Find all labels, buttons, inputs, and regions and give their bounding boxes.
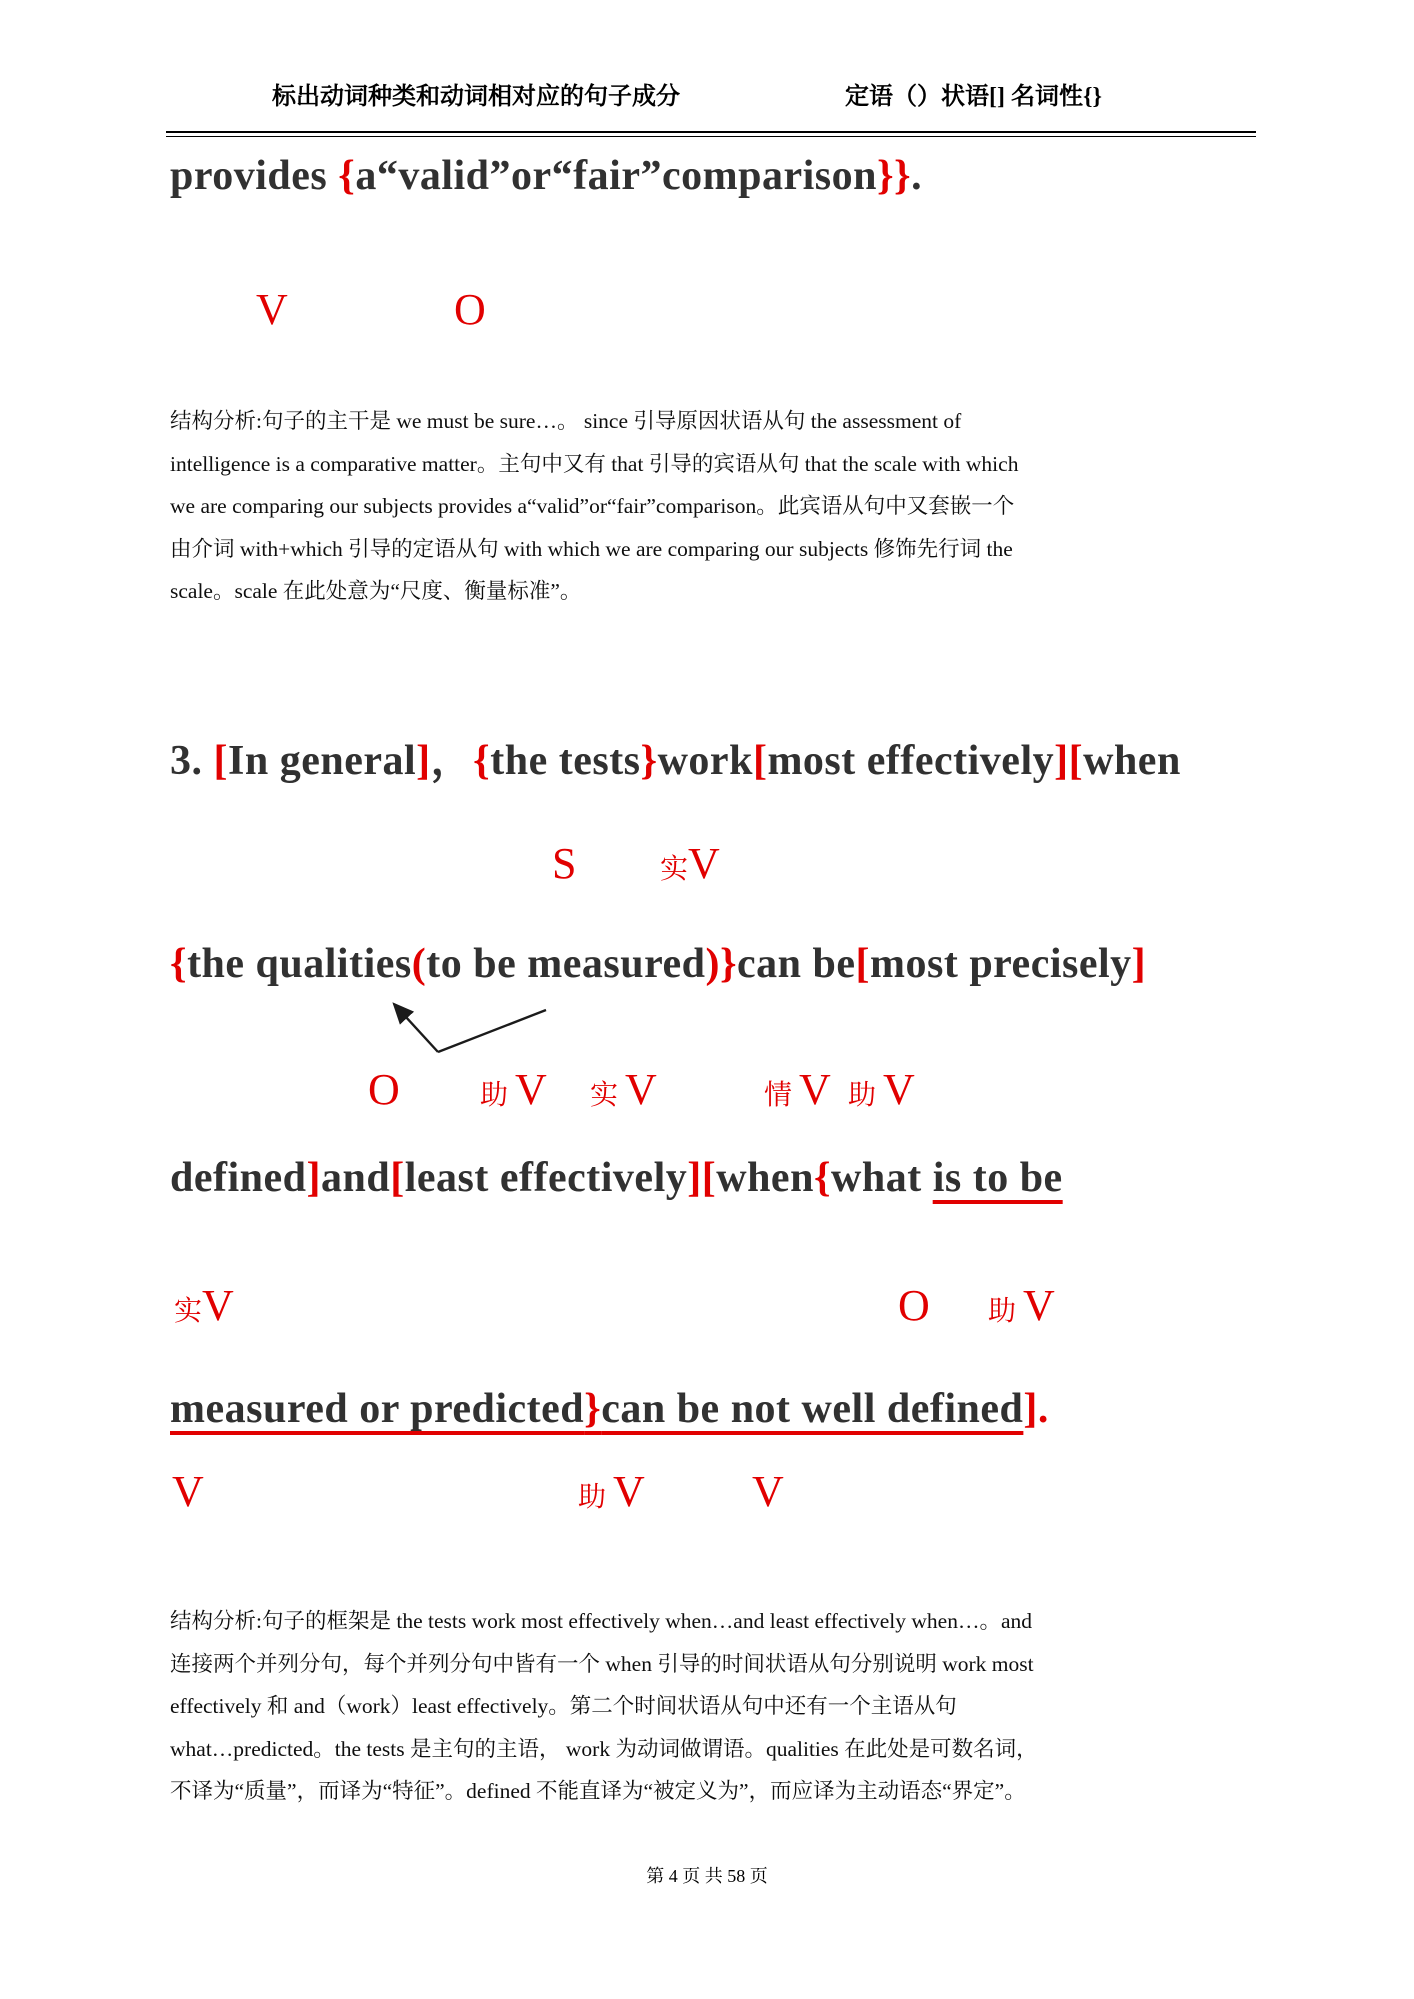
arrow-line-right — [438, 1010, 546, 1052]
header-left-title: 标出动词种类和动词相对应的句子成分 — [272, 84, 680, 110]
brace-close: }} — [876, 153, 912, 199]
marker-verb: V — [883, 1065, 915, 1114]
analysis-paragraph-2 — [170, 1600, 1270, 1813]
sentence-segment: measured or predicted — [170, 1386, 585, 1432]
sentence-segment: a“valid”or“fair”comparison — [355, 153, 877, 199]
marker-object: O — [368, 1065, 400, 1114]
marker-verb: V — [202, 1281, 234, 1330]
marker-shi-verb — [590, 1065, 657, 1114]
marker-shi: 实 — [660, 854, 689, 885]
marker-verb: V — [752, 1467, 784, 1516]
sentence-segment: when — [1083, 738, 1181, 784]
brace-open: { — [473, 738, 491, 784]
sentence-segment: when — [716, 1155, 814, 1201]
sentence-segment: In general — [228, 738, 417, 784]
sentence-segment: to be measured — [426, 941, 706, 987]
sentence-segment: least effectively — [404, 1155, 688, 1201]
marker-zhu-verb — [480, 1065, 547, 1114]
sentence-3-line-3 — [170, 1152, 1063, 1205]
analysis-line: scale。scale 在此处意为“尺度、衡量标准”。 — [170, 579, 582, 603]
sentence-segment: provides — [170, 153, 339, 199]
period: . — [911, 153, 923, 199]
underlined-group — [170, 1386, 1023, 1432]
marker-verb: V — [1023, 1281, 1055, 1330]
analysis-line: 不译为“质量”，而译为“特征”。defined 不能直译为“被定义为”，而应译为主动语态“界定”。 — [170, 1779, 1026, 1803]
bracket-open: [ — [390, 1155, 405, 1201]
bracket-open: [ — [213, 738, 228, 784]
marker-zhu-verb — [848, 1065, 915, 1114]
analysis-line: 结构分析:句子的主干是 we must be sure…。 since 引导原因状语从句 the assessment of — [170, 409, 962, 433]
sentence-1 — [170, 150, 922, 203]
sentence-segment: work — [657, 738, 753, 784]
brace-close: } — [640, 738, 658, 784]
paren-brace-close: )} — [705, 941, 737, 987]
arrow-line-left — [394, 1004, 438, 1052]
marker-qing: 情 — [764, 1080, 793, 1111]
period: . — [1037, 1386, 1049, 1432]
header-right-legend: 定语（）状语[] 名词性{} — [845, 84, 1102, 110]
marker-zhu: 助 — [988, 1296, 1017, 1327]
marker-shi: 实 — [174, 1296, 203, 1327]
modifier-arrow — [368, 992, 568, 1062]
marker-zhu-verb — [988, 1281, 1055, 1330]
marker-shi-verb — [660, 839, 720, 888]
page-number: 第 4 页 共 58 页 — [646, 1866, 768, 1886]
bracket-close: ] — [1023, 1386, 1038, 1432]
analysis-line: 由介词 with+which 引导的定语从句 with which we are comparing our subjects 修饰先行词 the — [170, 536, 1013, 561]
paren-open: ( — [411, 941, 427, 987]
marker-object: O — [898, 1281, 930, 1330]
bracket-open: [ — [752, 738, 768, 784]
brace-open: { — [170, 941, 188, 987]
sentence-segment: the qualities — [187, 941, 412, 987]
bracket-close: ] — [306, 1155, 322, 1201]
sentence-segment: can be not well defined — [601, 1386, 1024, 1432]
brace-close: } — [584, 1386, 602, 1432]
marker-zhu: 助 — [578, 1482, 607, 1513]
sentence-segment: the tests — [490, 738, 641, 784]
marker-object: O — [454, 285, 486, 334]
sentence-segment: and — [321, 1155, 391, 1201]
marker-verb: V — [172, 1467, 204, 1516]
marker-zhu: 助 — [480, 1080, 509, 1111]
analysis-line: 连接两个并列分句，每个并列分句中皆有一个 when 引导的时间状语从句分别说明 work most — [170, 1651, 1034, 1676]
brackets: ][ — [1054, 738, 1084, 784]
sentence-3-line-4 — [170, 1383, 1049, 1436]
marker-verb: V — [688, 839, 720, 888]
analysis-paragraph-1 — [170, 400, 1270, 613]
bracket-close: ] — [1131, 941, 1147, 987]
sentence-segment: most effectively — [767, 738, 1055, 784]
marker-zhu-verb — [578, 1467, 645, 1516]
sentence-3-line-1 — [170, 735, 1181, 788]
sentence-segment: can be — [737, 941, 856, 987]
analysis-line: what…predicted。the tests 是主句的主语， work 为动词做谓语。qualities 在此处是可数名词， — [170, 1736, 1038, 1761]
marker-shi: 实 — [590, 1080, 619, 1111]
analysis-line: 结构分析:句子的框架是 the tests work most effectively when…and least effectively when…。and — [170, 1609, 1033, 1633]
sentence-3-line-2 — [170, 938, 1146, 991]
analysis-line: effectively 和 and（work）least effectively。第二个时间状语从句中还有一个主语从句 — [170, 1694, 957, 1718]
marker-subject: S — [552, 839, 577, 888]
marker-verb: V — [515, 1065, 547, 1114]
brace-open: { — [813, 1155, 831, 1201]
underlined-segment: is to be — [932, 1155, 1063, 1201]
marker-qing-verb — [764, 1065, 831, 1114]
sentence-segment: defined — [170, 1155, 307, 1201]
marker-shi-verb — [174, 1281, 234, 1330]
brackets: ][ — [687, 1155, 717, 1201]
marker-verb: V — [625, 1065, 657, 1114]
bracket-open: [ — [855, 941, 870, 987]
item-number: 3. — [170, 738, 214, 784]
brace-open: { — [338, 153, 356, 199]
sentence-segment: what — [831, 1155, 933, 1201]
marker-verb: V — [799, 1065, 831, 1114]
marker-verb: V — [613, 1467, 645, 1516]
marker-verb: V — [256, 285, 288, 334]
bracket-close: ] — [416, 738, 431, 784]
comma: ， — [430, 738, 474, 784]
marker-zhu: 助 — [848, 1080, 877, 1111]
sentence-segment: most precisely — [870, 941, 1132, 987]
analysis-line: intelligence is a comparative matter。主句中又有 that 引导的宾语从句 that the scale with which — [170, 451, 1019, 476]
analysis-line: we are comparing our subjects provides a“valid”or“fair”comparison。此宾语从句中又套嵌一个 — [170, 494, 1015, 518]
header-rule — [166, 131, 1256, 137]
